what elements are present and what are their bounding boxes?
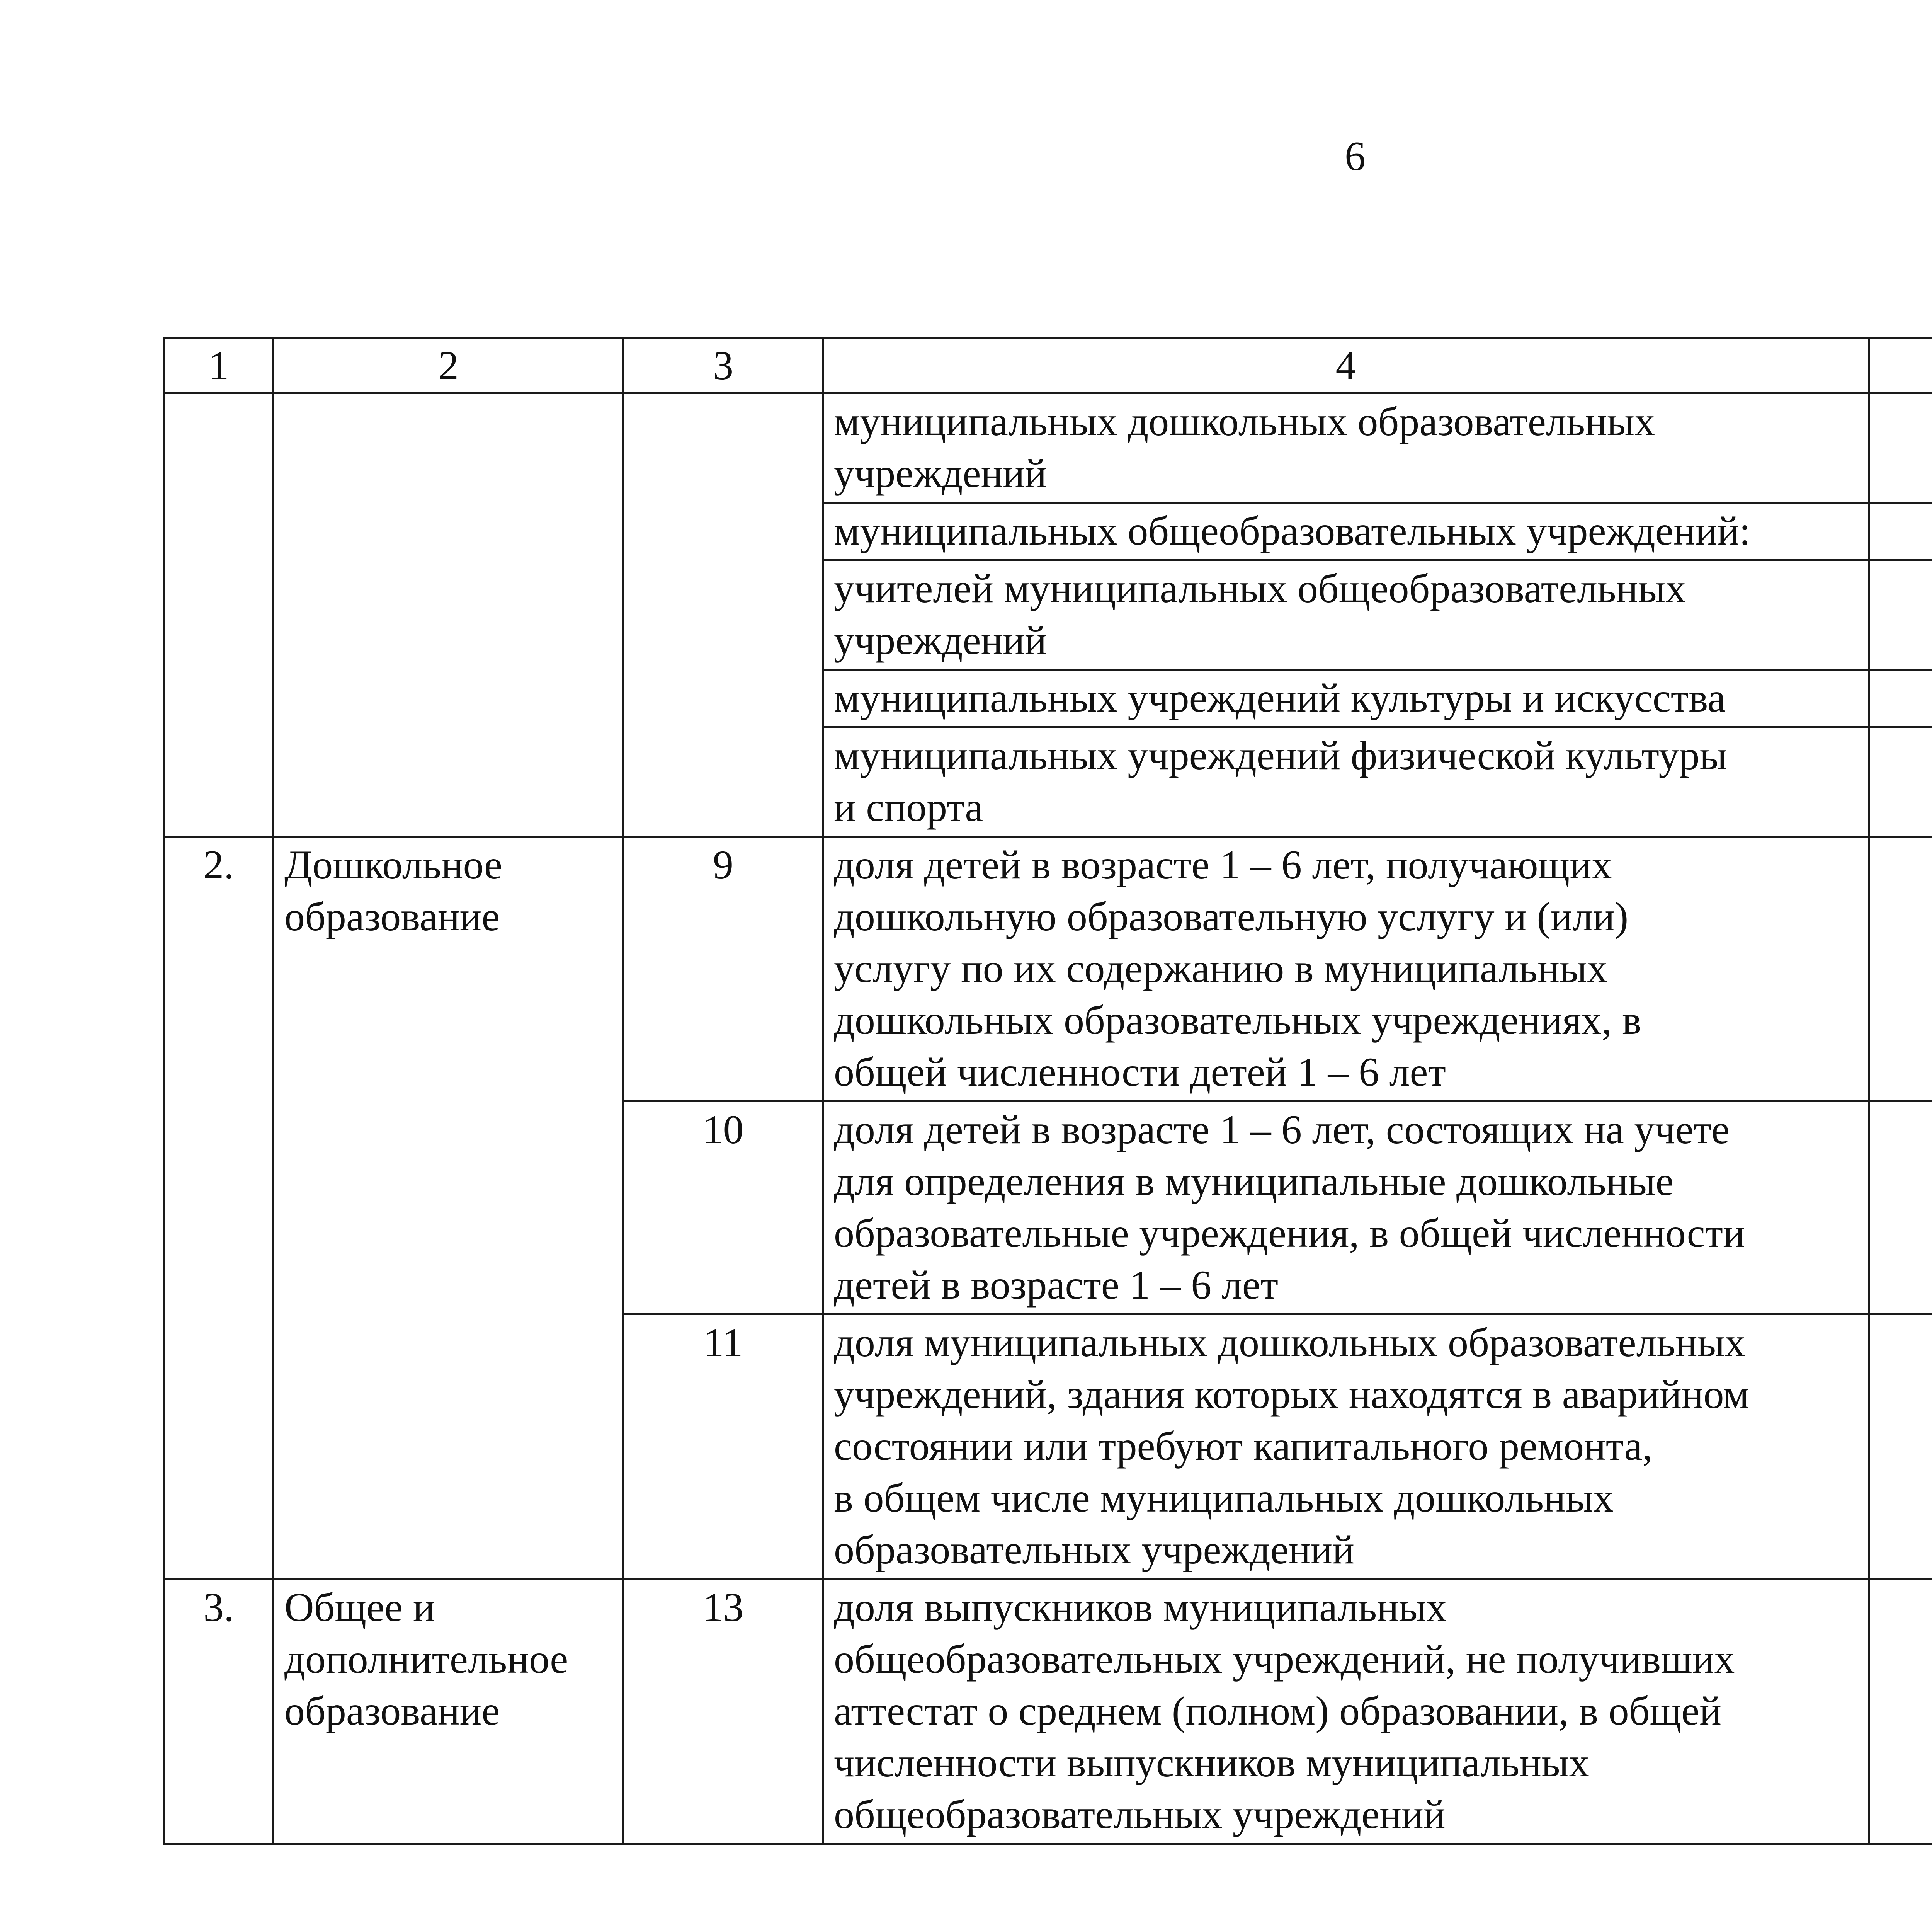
section-number: 2. [164, 837, 274, 1579]
indicator-unit [1869, 503, 1932, 560]
indicator-description: муниципальных дошкольных образовательных учреждений [823, 393, 1869, 503]
indicator-description: муниципальных учреждений культуры и искусства [823, 670, 1869, 727]
indicator-description: муниципальных учреждений физической культуры и спорта [823, 727, 1869, 837]
column-header-2: 2 [274, 338, 624, 393]
section-name: Общее и дополнительное образование [274, 1579, 624, 1844]
indicator-description: доля выпускников муниципальных общеобразовательных учреждений, не получивших аттестат о среднем (полном) образовании, в общей численности выпускников муниципальных общеобразовательных учреждений [823, 1579, 1869, 1844]
table-row [164, 837, 1932, 1102]
page-number: 6 [1345, 133, 1366, 179]
column-header-5 [1869, 338, 1932, 393]
indicator-description: доля детей в возрасте 1 – 6 лет, состоящих на учете для определения в муниципальные дошкольные образовательные учреждения, в общей численности детей в возрасте 1 – 6 лет [823, 1102, 1869, 1314]
indicator-unit [1869, 670, 1932, 727]
table-row [164, 393, 1932, 503]
indicator-unit [1869, 560, 1932, 670]
continuation-name-cell [274, 393, 624, 837]
continuation-code-cell [624, 393, 823, 837]
section-name: Дошкольное образование [274, 837, 624, 1579]
column-header-4: 4 [823, 338, 1869, 393]
indicator-unit [1869, 1102, 1932, 1314]
indicator-description: муниципальных общеобразовательных учреждений: [823, 503, 1869, 560]
section-number: 3. [164, 1579, 274, 1844]
indicator-code: 11 [624, 1314, 823, 1579]
table-header-row [164, 338, 1932, 393]
table-row [164, 1579, 1932, 1844]
indicator-code: 13 [624, 1579, 823, 1844]
indicator-unit [1869, 727, 1932, 837]
indicator-code: 9 [624, 837, 823, 1102]
indicators-table [163, 337, 1932, 1845]
indicator-description: доля муниципальных дошкольных образовательных учреждений, здания которых находятся в аварийном состоянии или требуют капитального ремонта, в общем числе муниципальных дошкольных образовательных учреждений [823, 1314, 1869, 1579]
indicator-unit [1869, 837, 1932, 1102]
column-header-1: 1 [164, 338, 274, 393]
indicator-code: 10 [624, 1102, 823, 1314]
indicator-description: учителей муниципальных общеобразовательных учреждений [823, 560, 1869, 670]
indicator-unit [1869, 393, 1932, 503]
column-header-3: 3 [624, 338, 823, 393]
indicator-description: доля детей в возрасте 1 – 6 лет, получающих дошкольную образовательную услугу и (или) услугу по их содержанию в муниципальных дошкольных образовательных учреждениях, в общей численности детей 1 – 6 лет [823, 837, 1869, 1102]
indicator-unit [1869, 1579, 1932, 1844]
indicator-unit [1869, 1314, 1932, 1579]
continuation-number-cell [164, 393, 274, 837]
